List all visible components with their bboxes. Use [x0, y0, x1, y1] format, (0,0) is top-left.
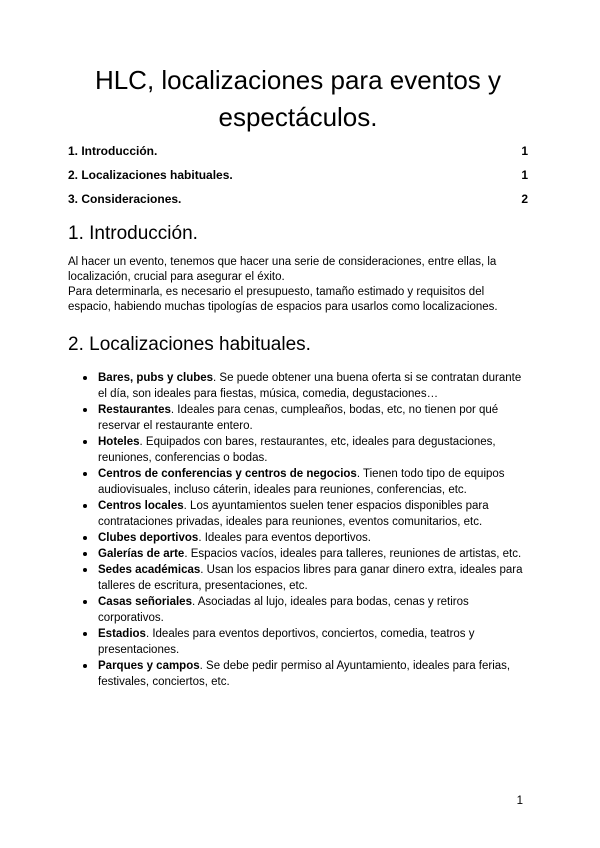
list-item-term: Bares, pubs y clubes	[98, 372, 214, 384]
bullet-icon	[83, 600, 87, 604]
list-item-desc: . Ideales para eventos deportivos.	[198, 532, 371, 544]
list-item-term: Centros locales	[98, 500, 184, 512]
list-item-desc: . Asociadas al lujo, ideales para bodas, cenas y retiros corporativos.	[98, 596, 469, 624]
toc-entry-page[interactable]: 1	[521, 168, 528, 182]
introduction-paragraphs	[68, 255, 528, 315]
paragraph: Para determinarla, es necesario el presupuesto, tamaño estimado y requisitos del espacio, habiendo muchas tipologías de espacios para usarlos como localizaciones.	[68, 286, 498, 313]
list-item	[68, 370, 528, 402]
bullet-icon	[83, 568, 87, 572]
locations-bullet-list	[68, 370, 528, 690]
list-item-term: Parques y campos	[98, 660, 200, 672]
section-heading-localizaciones: 2. Localizaciones habituales.	[68, 334, 311, 355]
section-heading-introduccion: 1. Introducción.	[68, 223, 198, 244]
bullet-icon	[83, 536, 87, 540]
list-item-desc: . Tienen todo tipo de equipos audiovisuales, incluso cáterin, ideales para reuniones, conferencias, etc.	[98, 468, 505, 496]
bullet-icon	[83, 552, 87, 556]
paragraph: Al hacer un evento, tenemos que hacer una serie de consideraciones, entre ellas, la localización, crucial para asegurar el éxito.	[68, 256, 497, 283]
document-title: HLC, localizaciones para eventos y espectáculos.	[94, 65, 502, 132]
list-item-term: Hoteles	[98, 436, 140, 448]
bullet-icon	[83, 632, 87, 636]
list-item-desc: . Equipados con bares, restaurantes, etc, ideales para degustaciones, reuniones, conferencias o bodas.	[98, 436, 496, 464]
toc-entry-localizaciones[interactable]	[68, 168, 528, 183]
list-item	[68, 546, 528, 562]
toc-entry-introduccion[interactable]	[68, 144, 528, 159]
list-item	[68, 594, 528, 626]
list-item-term: Galerías de arte	[98, 548, 185, 560]
table-of-contents	[68, 144, 528, 207]
list-item	[68, 658, 528, 690]
toc-entry-label[interactable]: 1. Introducción.	[68, 144, 158, 158]
list-item-term: Sedes académicas	[98, 564, 201, 576]
list-item	[68, 466, 528, 498]
list-item-term: Clubes deportivos	[98, 532, 199, 544]
list-item-term: Casas señoriales	[98, 596, 192, 608]
list-item-desc: . Usan los espacios libres para ganar dinero extra, ideales para talleres de escritura, presentaciones, etc.	[98, 564, 523, 592]
list-item	[68, 562, 528, 594]
list-item-term: Restaurantes	[98, 404, 171, 416]
bullet-icon	[83, 504, 87, 508]
bullet-icon	[83, 440, 87, 444]
toc-entry-page[interactable]: 1	[521, 144, 528, 158]
list-item	[68, 498, 528, 530]
bullet-icon	[83, 664, 87, 668]
list-item-term: Estadios	[98, 628, 146, 640]
list-item-desc: . Se puede obtener una buena oferta si se contratan durante el día, son ideales para fiestas, música, comedia, degustaciones…	[98, 372, 522, 400]
list-item-desc: . Ideales para eventos deportivos, conciertos, comedia, teatros y presentaciones.	[98, 628, 475, 656]
toc-entry-label[interactable]: 3. Consideraciones.	[68, 192, 182, 206]
list-item-desc: . Espacios vacíos, ideales para talleres, reuniones de artistas, etc.	[184, 548, 522, 560]
list-item-desc: . Ideales para cenas, cumpleaños, bodas, etc, no tienen por qué reservar el restaurante entero.	[98, 404, 499, 432]
list-item-desc: . Los ayuntamientos suelen tener espacios disponibles para contrataciones privadas, ideales para reuniones, eventos comunitarios, etc.	[98, 500, 489, 528]
list-item	[68, 626, 528, 658]
list-item-term: Centros de conferencias y centros de negocios	[98, 468, 357, 480]
list-item-desc: . Se debe pedir permiso al Ayuntamiento, ideales para ferias, festivales, conciertos, etc.	[98, 660, 511, 688]
list-item	[68, 434, 528, 466]
bullet-icon	[83, 376, 87, 380]
bullet-icon	[83, 472, 87, 476]
list-item	[68, 402, 528, 434]
bullet-icon	[83, 408, 87, 412]
page-content	[68, 0, 528, 690]
list-item	[68, 530, 528, 546]
toc-entry-page[interactable]: 2	[521, 192, 528, 206]
page-number: 1	[516, 795, 523, 807]
toc-entry-label[interactable]: 2. Localizaciones habituales.	[68, 168, 233, 182]
toc-entry-consideraciones[interactable]	[68, 192, 528, 207]
